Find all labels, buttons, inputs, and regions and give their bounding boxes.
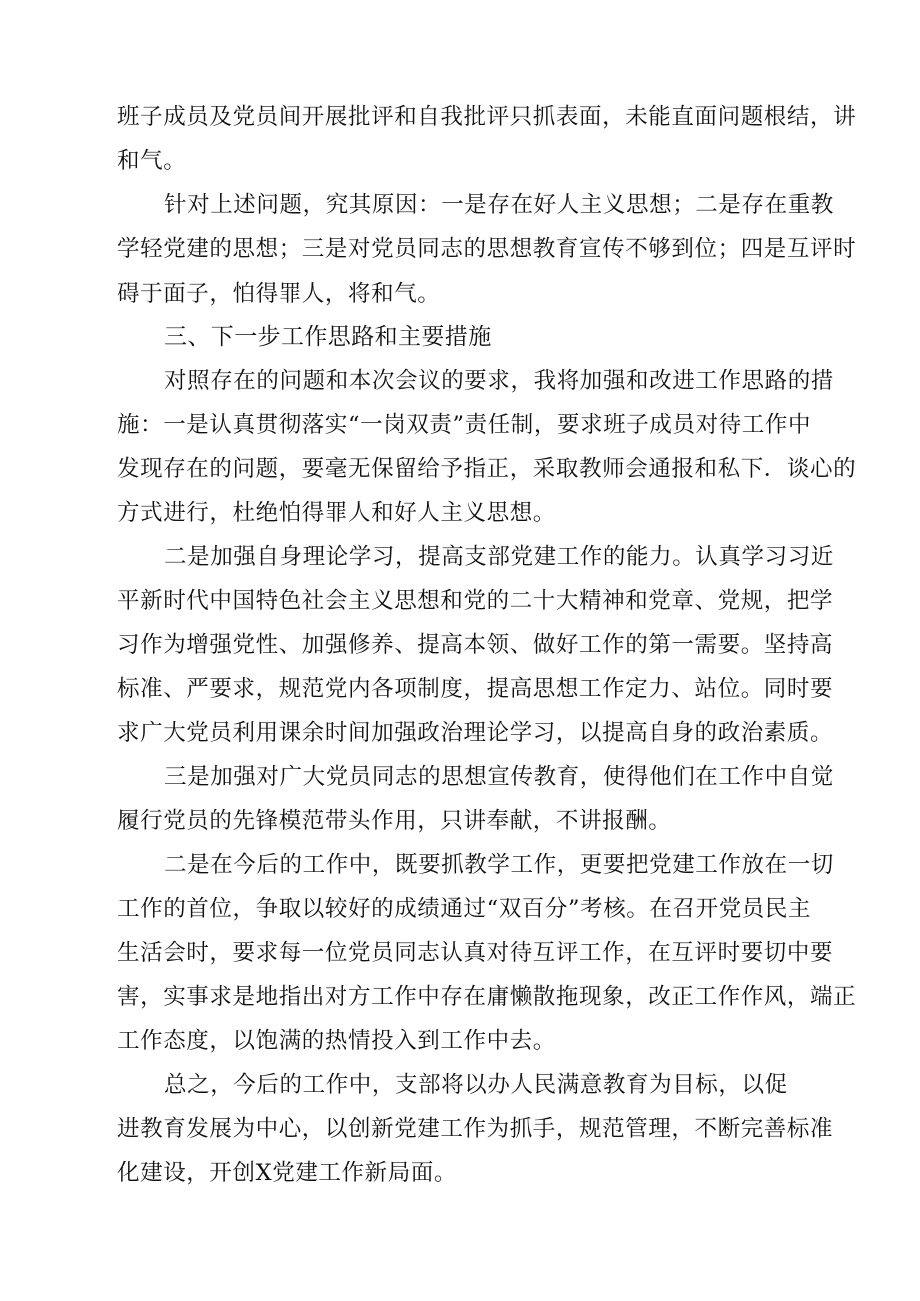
text-line: 标准、严要求，规范党内各项制度，提高思想工作定力、站位。同时要 [117, 676, 834, 702]
text-line: 害，实事求是地指出对方工作中存在庸懒散拖现象，改正工作作风，端正 [117, 984, 857, 1010]
section-heading: 三、下一步工作思路和主要措施 [164, 324, 492, 350]
paragraph-start-line: 对照存在的问题和本次会议的要求，我将加强和改进工作思路的措 [164, 368, 834, 394]
text-line: 平新时代中国特色社会主义思想和党的二十大精神和党章、党规，把学 [117, 588, 834, 614]
paragraph-start-line: 三是加强对广大党员同志的思想宣传教育，使得他们在工作中自觉 [164, 764, 834, 790]
text-line: 方式进行，杜绝怕得罪人和好人主义思想。 [117, 500, 556, 526]
text-line: 生活会时，要求每一位党员同志认真对待互评工作，在互评时要切中要 [117, 940, 834, 966]
paragraph-start-line: 针对上述问题，究其原因：一是存在好人主义思想；二是存在重教 [164, 192, 834, 218]
paragraph-start-line: 二是加强自身理论学习，提高支部党建工作的能力。认真学习习近 [164, 544, 834, 570]
text-line: 履行党员的先锋模范带头作用，只讲奉献，不讲报酬。 [117, 808, 672, 834]
text-line: 工作的首位，争取以较好的成绩通过“双百分”考核。在召开党员民主 [117, 896, 812, 922]
text-line: 和气。 [117, 148, 187, 174]
paragraph-start-line: 二是在今后的工作中，既要抓教学工作，更要把党建工作放在一切 [164, 852, 834, 878]
text-line: 发现存在的问题，要毫无保留给予指正，采取教师会通报和私下．谈心的 [117, 456, 857, 482]
text-line: 碍于面子，怕得罪人，将和气。 [117, 281, 441, 307]
text-line: 施：一是认真贯彻落实“一岗双责”责任制，要求班子成员对待工作中 [117, 412, 812, 438]
text-line: 化建设，开创X党建工作新局面。 [117, 1160, 458, 1186]
text-line: 工作态度，以饱满的热情投入到工作中去。 [117, 1028, 556, 1054]
paragraph-start-line: 总之，今后的工作中，支部将以办人民满意教育为目标，以促 [164, 1072, 788, 1098]
text-line: 习作为增强党性、加强修养、提高本领、做好工作的第一需要。坚持高 [117, 632, 834, 658]
text-line: 班子成员及党员间开展批评和自我批评只抓表面，未能直面问题根结，讲 [117, 104, 857, 130]
text-line: 学轻党建的思想；三是对党员同志的思想教育宣传不够到位；四是互评时 [117, 236, 857, 262]
text-line: 进教育发展为中心，以创新党建工作为抓手，规范管理，不断完善标准 [117, 1116, 834, 1142]
text-line: 求广大党员利用课余时间加强政治理论学习，以提高自身的政治素质。 [117, 720, 834, 746]
